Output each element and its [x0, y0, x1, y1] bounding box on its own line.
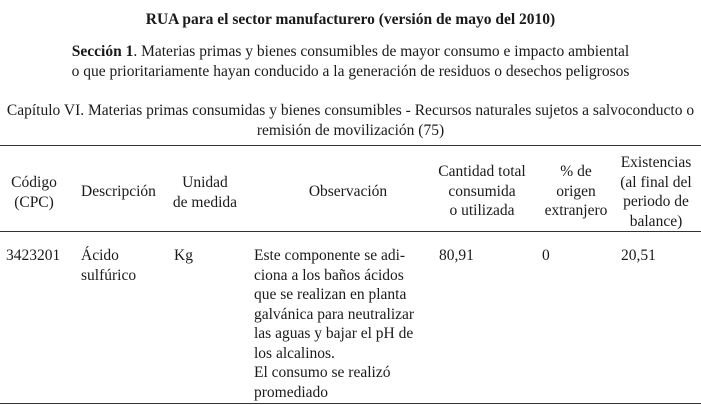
section-line-1	[0, 42, 701, 62]
header-stock	[616, 153, 696, 231]
header-unit	[168, 173, 242, 212]
cell-observation-line: galvánica para neutralizar	[254, 305, 415, 323]
cell-description-line: Ácido	[81, 247, 119, 264]
chapter-line-1: Capítulo VI. Materias primas consumidas y bienes consumibles - Recursos naturales sujetos a salvoconducto o	[6, 102, 695, 119]
table-header-rule	[0, 231, 701, 232]
table-top-rule	[0, 145, 701, 146]
header-foreign-pct	[537, 162, 615, 221]
header-description	[81, 182, 161, 202]
cell-quantity: 80,91	[439, 247, 474, 264]
cell-observation	[254, 246, 429, 402]
header-observation-line: Observación	[308, 183, 388, 200]
header-stock-line: balance)	[629, 212, 683, 230]
table-bottom-rule	[0, 403, 701, 404]
header-foreign-pct-line: origen	[556, 182, 596, 200]
document-title: RUA para el sector manufacturero (versión de mayo del 2010)	[145, 11, 556, 28]
cell-foreign-pct: 0	[542, 247, 550, 264]
header-description-line: Descripción	[81, 183, 156, 200]
chapter-heading	[0, 101, 701, 141]
header-code-line: (CPC)	[14, 193, 54, 211]
header-quantity-line: Cantidad total	[438, 163, 526, 180]
cell-observation-line: Este componente se adi-	[254, 247, 406, 264]
cell-observation-line: promediado	[254, 383, 329, 401]
cell-observation-line: los alcalinos.	[254, 344, 335, 362]
header-code	[6, 173, 62, 212]
section-label: Sección 1	[71, 43, 134, 60]
cell-description-line: sulfúrico	[81, 266, 137, 284]
cell-unit: Kg	[174, 247, 193, 264]
header-unit-line: de medida	[172, 193, 238, 211]
header-observation	[256, 182, 440, 202]
header-foreign-pct-line: extranjero	[544, 202, 608, 219]
cell-observation-line: ciona a los baños ácidos	[254, 266, 404, 284]
cell-code: 3423201	[6, 247, 61, 264]
section-line-2: o que prioritariamente hayan conducido a la generación de residuos o desechos peligrosos	[71, 63, 630, 80]
section-text-1: . Materias primas y bienes consumibles de mayor consumo e impacto ambiental	[133, 43, 630, 60]
header-stock-line: Existencias	[620, 154, 692, 171]
chapter-line-2: remisión de movilización (75)	[256, 122, 445, 139]
header-quantity-line: consumida	[448, 182, 516, 200]
header-quantity	[432, 162, 532, 221]
cell-observation-line: El consumo se realizó	[254, 364, 391, 381]
header-unit-line: Unidad	[182, 174, 228, 191]
header-stock-line: (al final del	[620, 173, 692, 191]
cell-observation-line: las aguas y bajar el pH de	[254, 325, 414, 342]
cell-stock: 20,51	[621, 247, 656, 264]
header-quantity-line: o utilizada	[449, 202, 515, 219]
cell-description	[81, 246, 161, 285]
header-code-line: Código	[11, 174, 57, 191]
header-stock-line: periodo de	[623, 193, 689, 210]
cell-observation-line: que se realizan en planta	[254, 286, 407, 303]
header-foreign-pct-line: % de	[560, 163, 592, 180]
section-heading	[0, 42, 701, 82]
